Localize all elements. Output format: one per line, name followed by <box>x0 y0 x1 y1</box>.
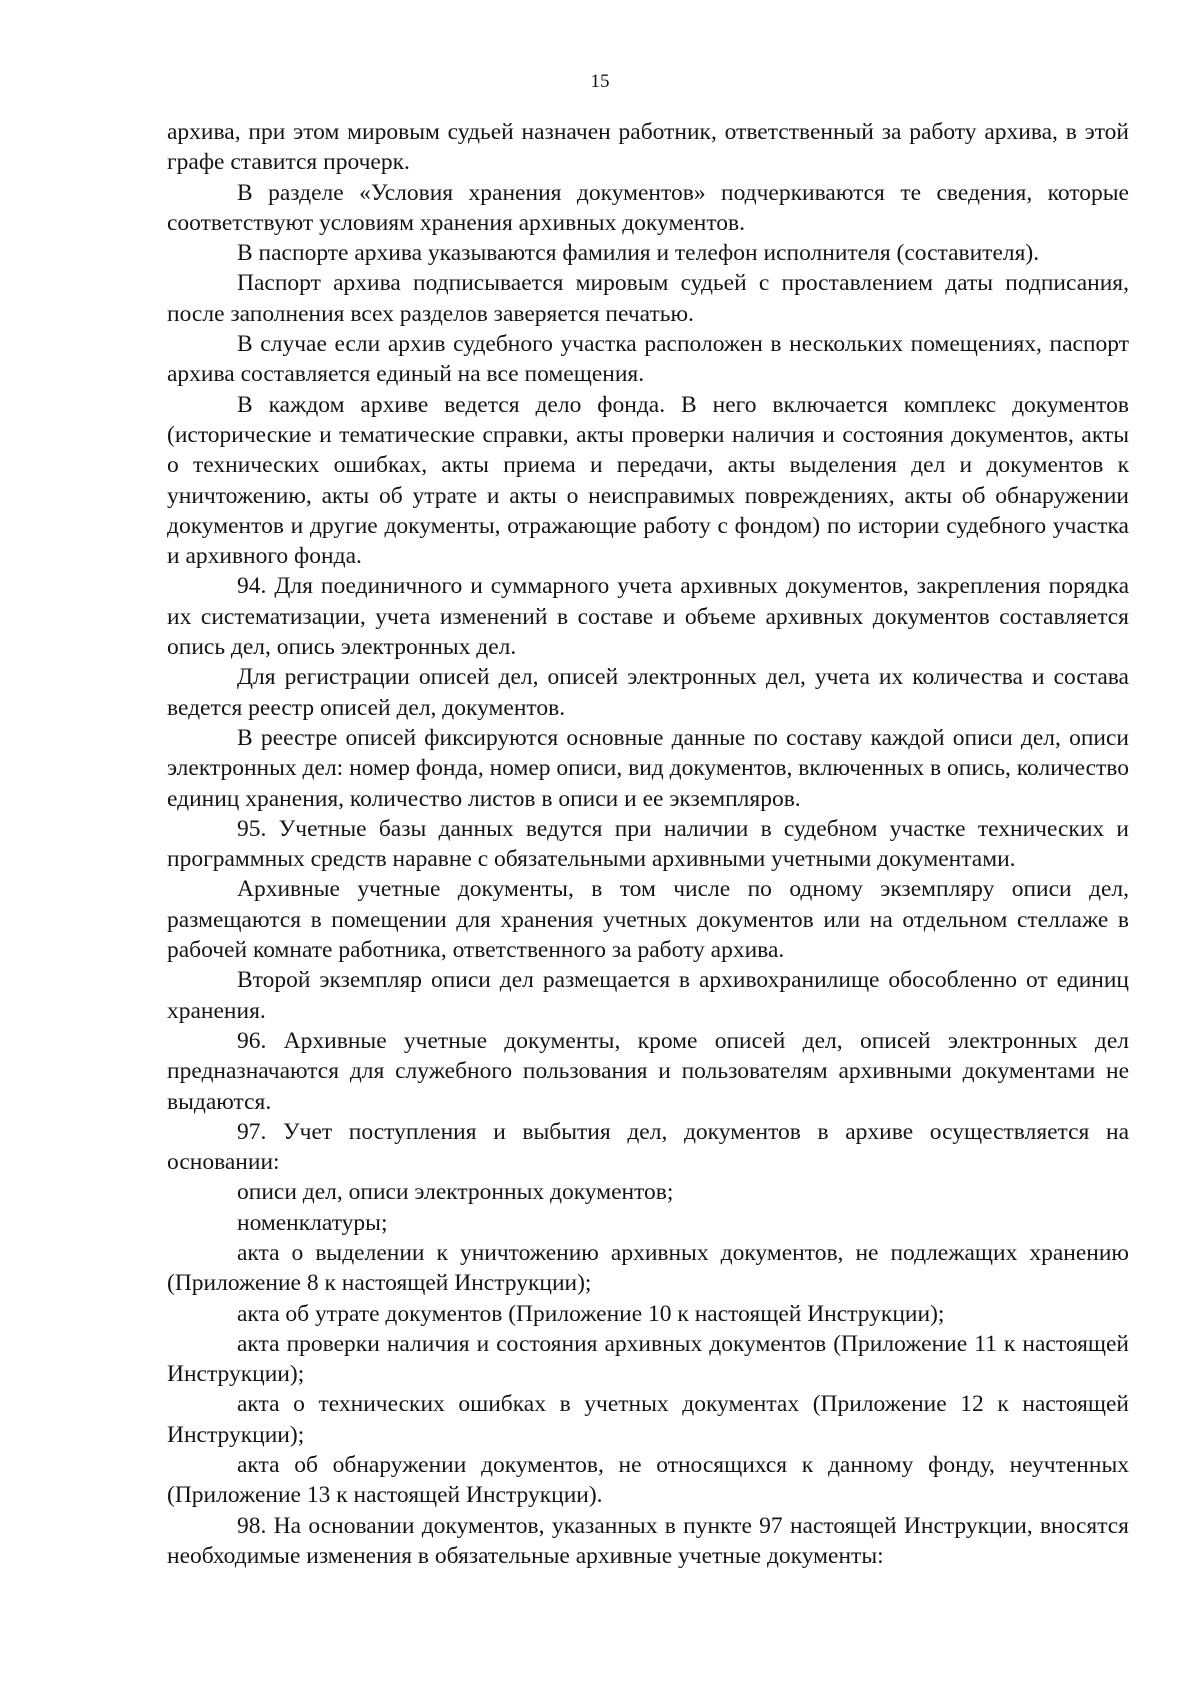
paragraph-item-96: 96. Архивные учетные документы, кроме описей дел, описей электронных дел предназначаются для служебного пользования и пользователям архивными документами не выдаются. <box>167 1027 1129 1115</box>
list-item-destruction-act: акта о выделении к уничтожению архивных документов, не подлежащих хранению (Приложение 8 к настоящей Инструкции); <box>167 1239 1129 1297</box>
paragraph-item-98: 98. На основании документов, указанных в пункте 97 настоящей Инструкции, вносятся необходимые изменения в обязательные архивные учетные документы: <box>167 1512 1129 1569</box>
paragraph-second-copy: Второй экземпляр описи дел размещается в архивохранилище обособленно от единиц хранения. <box>167 967 1129 1024</box>
paragraph-registry-data: В реестре описей фиксируются основные данные по составу каждой описи дел, описи электронных дел: номер фонда, номер описи, вид документов, включенных в опись, количество единиц хранения, количество листов в описи и ее экземпляров. <box>167 724 1129 812</box>
list-item-loss-act: акта об утрате документов (Приложение 10 к настоящей Инструкции); <box>237 1300 945 1327</box>
paragraph-storage-conditions: В разделе «Условия хранения документов» подчеркиваются те сведения, которые соответствуют условиям хранения архивных документов. <box>167 179 1129 236</box>
paragraph-item-94: 94. Для поединичного и суммарного учета архивных документов, закрепления порядка их систематизации, учета изменений в составе и объеме архивных документов составляется опись дел, опись электронных дел. <box>167 573 1129 661</box>
paragraph-multiple-rooms: В случае если архив судебного участка расположен в нескольких помещениях, паспорт архива составляется единый на все помещения. <box>167 331 1129 388</box>
paragraph-accounting-docs-placement: Архивные учетные документы, в том числе по одному экземпляру описи дел, размещаются в помещении для хранения учетных документов или на отдельном стеллаже в рабочей комнате работника, ответственного за работу архива. <box>167 876 1129 964</box>
paragraph-item-97: 97. Учет поступления и выбытия дел, документов в архиве осуществляется на основании: <box>167 1118 1129 1176</box>
paragraph-continuation: архива, при этом мировым судьей назначен работник, ответственный за работу архива, в этой графе ставится прочерк. <box>167 119 1129 176</box>
paragraph-passport-signing: Паспорт архива подписывается мировым судьей с проставлением даты подписания, после заполнения всех разделов заверяется печатью. <box>167 270 1129 327</box>
list-item-nomenclature: номенклатуры; <box>237 1209 388 1236</box>
list-item-inventories: описи дел, описи электронных документов; <box>237 1179 674 1206</box>
paragraph-executor-info: В паспорте архива указываются фамилия и телефон исполнителя (составителя). <box>237 240 1040 267</box>
paragraph-inventory-registry: Для регистрации описей дел, описей электронных дел, учета их количества и состава ведется реестр описей дел, документов. <box>167 664 1129 721</box>
paragraph-fund-file: В каждом архиве ведется дело фонда. В него включается комплекс документов (исторические и тематические справки, акты проверки наличия и состояния документов, акты о технических ошибках, акты приема и передачи, акты выделения дел и документов к уничтожению, акты об утрате и акты о неисправимых повреждениях, акты об обнаружении документов и другие документы, отражающие работу с фондом) по истории судебного участка и архивного фонда. <box>167 391 1129 570</box>
document-body <box>167 117 1129 1571</box>
list-item-errors-act: акта о технических ошибках в учетных документах (Приложение 12 к настоящей Инструкции); <box>167 1391 1129 1448</box>
page-number: 15 <box>590 71 610 92</box>
paragraph-item-95: 95. Учетные базы данных ведутся при наличии в судебном участке технических и программных средств наравне с обязательными архивными учетными документами. <box>167 815 1129 873</box>
list-item-check-act: акта проверки наличия и состояния архивных документов (Приложение 11 к настоящей Инструкции); <box>167 1330 1129 1388</box>
list-item-discovery-act: акта об обнаружении документов, не относящихся к данному фонду, неучтенных (Приложение 13 к настоящей Инструкции). <box>167 1452 1129 1509</box>
